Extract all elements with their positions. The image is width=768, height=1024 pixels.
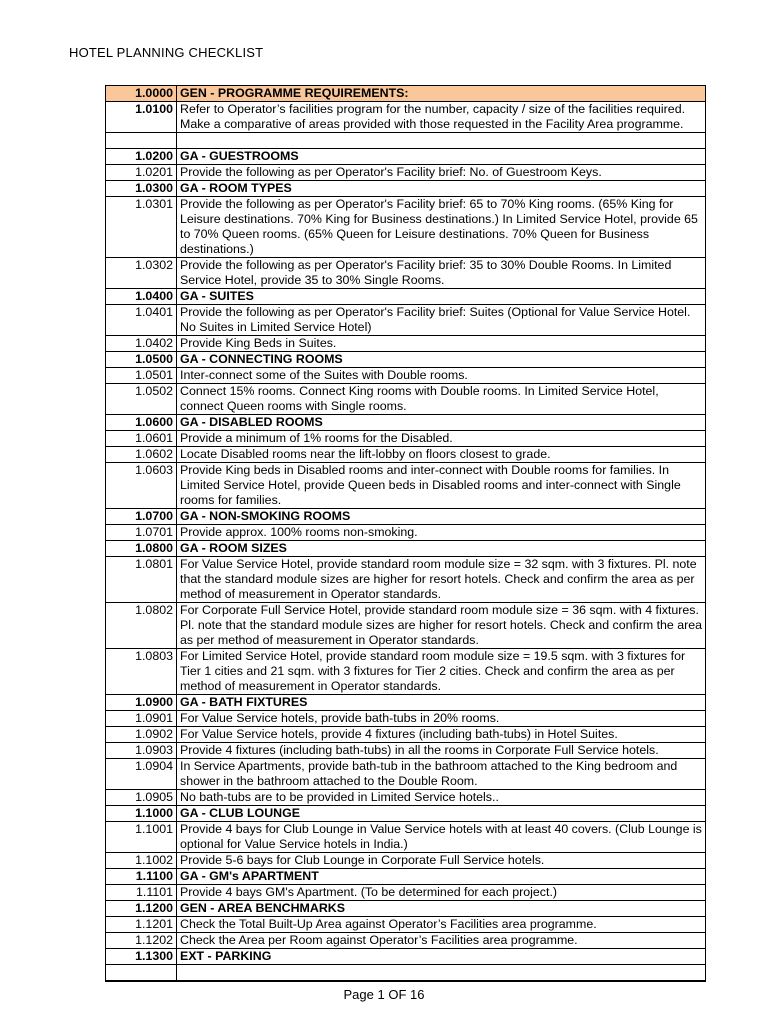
item-code (106, 965, 177, 982)
item-code: 1.0901 (106, 711, 177, 727)
spacer-row (106, 133, 706, 149)
item-code: 1.0600 (106, 415, 177, 431)
section-row (106, 806, 706, 822)
item-description: For Value Service hotels, provide 4 fixtures (including bath-tubs) in Hotel Suites. (177, 727, 706, 743)
item-row (106, 711, 706, 727)
section-row (106, 86, 706, 102)
section-heading: GEN - AREA BENCHMARKS (177, 901, 706, 917)
section-row (106, 352, 706, 368)
item-row (106, 933, 706, 949)
item-row (106, 649, 706, 695)
item-code: 1.0601 (106, 431, 177, 447)
item-code: 1.0902 (106, 727, 177, 743)
item-description (177, 965, 706, 982)
item-description: For Corporate Full Service Hotel, provide standard room module size = 36 sqm. with 4 fixtures. Pl. note that the standard module sizes are higher for resort hotels. Check and confirm the area as per method of measurement in Operator standards. (177, 603, 706, 649)
item-description: Provide 5-6 bays for Club Lounge in Corporate Full Service hotels. (177, 853, 706, 869)
section-row (106, 541, 706, 557)
item-row (106, 258, 706, 289)
item-row (106, 743, 706, 759)
item-description: Provide the following as per Operator's Facility brief: Suites (Optional for Value Service Hotel. No Suites in Limited Service Hotel) (177, 305, 706, 336)
item-code: 1.1002 (106, 853, 177, 869)
item-row (106, 102, 706, 133)
item-code: 1.0200 (106, 149, 177, 165)
section-heading: GA - DISABLED ROOMS (177, 415, 706, 431)
item-description: Provide King Beds in Suites. (177, 336, 706, 352)
item-description: Provide approx. 100% rooms non-smoking. (177, 525, 706, 541)
item-code: 1.0401 (106, 305, 177, 336)
item-description: Connect 15% rooms. Connect King rooms with Double rooms. In Limited Service Hotel, connect Queen rooms with Single rooms. (177, 384, 706, 415)
section-heading: GA - BATH FIXTURES (177, 695, 706, 711)
page-number: Page 1 OF 16 (343, 987, 425, 1002)
item-row (106, 557, 706, 603)
section-row (106, 289, 706, 305)
item-row (106, 525, 706, 541)
section-heading: GA - ROOM SIZES (177, 541, 706, 557)
item-row (106, 368, 706, 384)
section-heading: GA - CLUB LOUNGE (177, 806, 706, 822)
item-code: 1.0803 (106, 649, 177, 695)
section-heading: GA - GUESTROOMS (177, 149, 706, 165)
item-row (106, 197, 706, 258)
section-row (106, 695, 706, 711)
item-row (106, 885, 706, 901)
section-heading: GA - NON-SMOKING ROOMS (177, 509, 706, 525)
item-code: 1.1202 (106, 933, 177, 949)
item-row (106, 463, 706, 509)
item-code: 1.0905 (106, 790, 177, 806)
section-heading: GA - CONNECTING ROOMS (177, 352, 706, 368)
item-code: 1.1000 (106, 806, 177, 822)
item-code: 1.0602 (106, 447, 177, 463)
item-code: 1.0500 (106, 352, 177, 368)
item-description: Refer to Operator’s facilities program for the number, capacity / size of the facilities required. Make a comparative of areas provided with those requested in the Facility Area programme. (177, 102, 706, 133)
item-code: 1.0802 (106, 603, 177, 649)
section-row (106, 869, 706, 885)
document-title: HOTEL PLANNING CHECKLIST (69, 45, 264, 60)
item-row (106, 790, 706, 806)
item-description: Provide 4 bays for Club Lounge in Value Service hotels with at least 40 covers. (Club Lounge is optional for Value Service hotels in India.) (177, 822, 706, 853)
item-code: 1.0801 (106, 557, 177, 603)
item-row (106, 384, 706, 415)
item-code: 1.1200 (106, 901, 177, 917)
item-description (177, 133, 706, 149)
item-description: Provide a minimum of 1% rooms for the Disabled. (177, 431, 706, 447)
item-code: 1.0900 (106, 695, 177, 711)
item-code: 1.1201 (106, 917, 177, 933)
item-description: For Limited Service Hotel, provide standard room module size = 19.5 sqm. with 3 fixtures for Tier 1 cities and 21 sqm. with 3 fixtures for Tier 2 cities. Check and confirm the area as per method of measurement in Operator standards. (177, 649, 706, 695)
item-description: Provide the following as per Operator's Facility brief: 35 to 30% Double Rooms. In Limited Service Hotel, provide 35 to 30% Single Rooms. (177, 258, 706, 289)
item-code: 1.0903 (106, 743, 177, 759)
item-code: 1.0100 (106, 102, 177, 133)
spacer-row (106, 965, 706, 982)
item-code: 1.0000 (106, 86, 177, 102)
item-description: Check the Total Built-Up Area against Operator’s Facilities area programme. (177, 917, 706, 933)
checklist-body (106, 86, 706, 982)
item-row (106, 447, 706, 463)
item-row (106, 822, 706, 853)
item-code: 1.0400 (106, 289, 177, 305)
section-heading: GA - ROOM TYPES (177, 181, 706, 197)
section-heading: GA - GM's APARTMENT (177, 869, 706, 885)
section-row (106, 415, 706, 431)
checklist-table (105, 85, 706, 982)
item-code: 1.0603 (106, 463, 177, 509)
section-row (106, 509, 706, 525)
item-row (106, 336, 706, 352)
item-code: 1.0300 (106, 181, 177, 197)
item-code: 1.0800 (106, 541, 177, 557)
item-description: Provide the following as per Operator's Facility brief: No. of Guestroom Keys. (177, 165, 706, 181)
item-row (106, 917, 706, 933)
item-description: Provide the following as per Operator's Facility brief: 65 to 70% King rooms. (65% King for Leisure destinations. 70% King for Business destinations.) In Limited Service Hotel, provide 65 to 70% Queen rooms. (65% Queen for Leisure destinations. 70% Queen for Business destinations.) (177, 197, 706, 258)
item-row (106, 853, 706, 869)
item-description: Check the Area per Room against Operator’s Facilities area programme. (177, 933, 706, 949)
section-row (106, 901, 706, 917)
item-description: Inter-connect some of the Suites with Double rooms. (177, 368, 706, 384)
section-heading: GA - SUITES (177, 289, 706, 305)
item-code: 1.1001 (106, 822, 177, 853)
section-heading: GEN - PROGRAMME REQUIREMENTS: (177, 86, 706, 102)
item-code: 1.1100 (106, 869, 177, 885)
item-description: Provide 4 fixtures (including bath-tubs) in all the rooms in Corporate Full Service hotels. (177, 743, 706, 759)
item-row (106, 603, 706, 649)
item-code: 1.0700 (106, 509, 177, 525)
section-row (106, 149, 706, 165)
item-code: 1.0502 (106, 384, 177, 415)
item-code: 1.0302 (106, 258, 177, 289)
item-code: 1.0904 (106, 759, 177, 790)
item-row (106, 305, 706, 336)
section-row (106, 949, 706, 965)
item-description: Provide King beds in Disabled rooms and inter-connect with Double rooms for families. In Limited Service Hotel, provide Queen beds in Disabled rooms and inter-connect with Single rooms for families. (177, 463, 706, 509)
item-row (106, 431, 706, 447)
item-code: 1.1101 (106, 885, 177, 901)
item-code: 1.0201 (106, 165, 177, 181)
item-description: No bath-tubs are to be provided in Limited Service hotels.. (177, 790, 706, 806)
item-code: 1.1300 (106, 949, 177, 965)
item-description: For Value Service Hotel, provide standard room module size = 32 sqm. with 3 fixtures. Pl. note that the standard module sizes are higher for resort hotels. Check and confirm the area as per method of measurement in Operator standards. (177, 557, 706, 603)
item-code: 1.0402 (106, 336, 177, 352)
item-description: Provide 4 bays GM's Apartment. (To be determined for each project.) (177, 885, 706, 901)
item-row (106, 165, 706, 181)
item-description: Locate Disabled rooms near the lift-lobby on floors closest to grade. (177, 447, 706, 463)
item-code: 1.0501 (106, 368, 177, 384)
item-code: 1.0701 (106, 525, 177, 541)
item-code (106, 133, 177, 149)
item-code: 1.0301 (106, 197, 177, 258)
section-heading: EXT - PARKING (177, 949, 706, 965)
section-row (106, 181, 706, 197)
item-row (106, 727, 706, 743)
item-description: For Value Service hotels, provide bath-tubs in 20% rooms. (177, 711, 706, 727)
item-description: In Service Apartments, provide bath-tub in the bathroom attached to the King bedroom and shower in the bathroom attached to the Double Room. (177, 759, 706, 790)
item-row (106, 759, 706, 790)
